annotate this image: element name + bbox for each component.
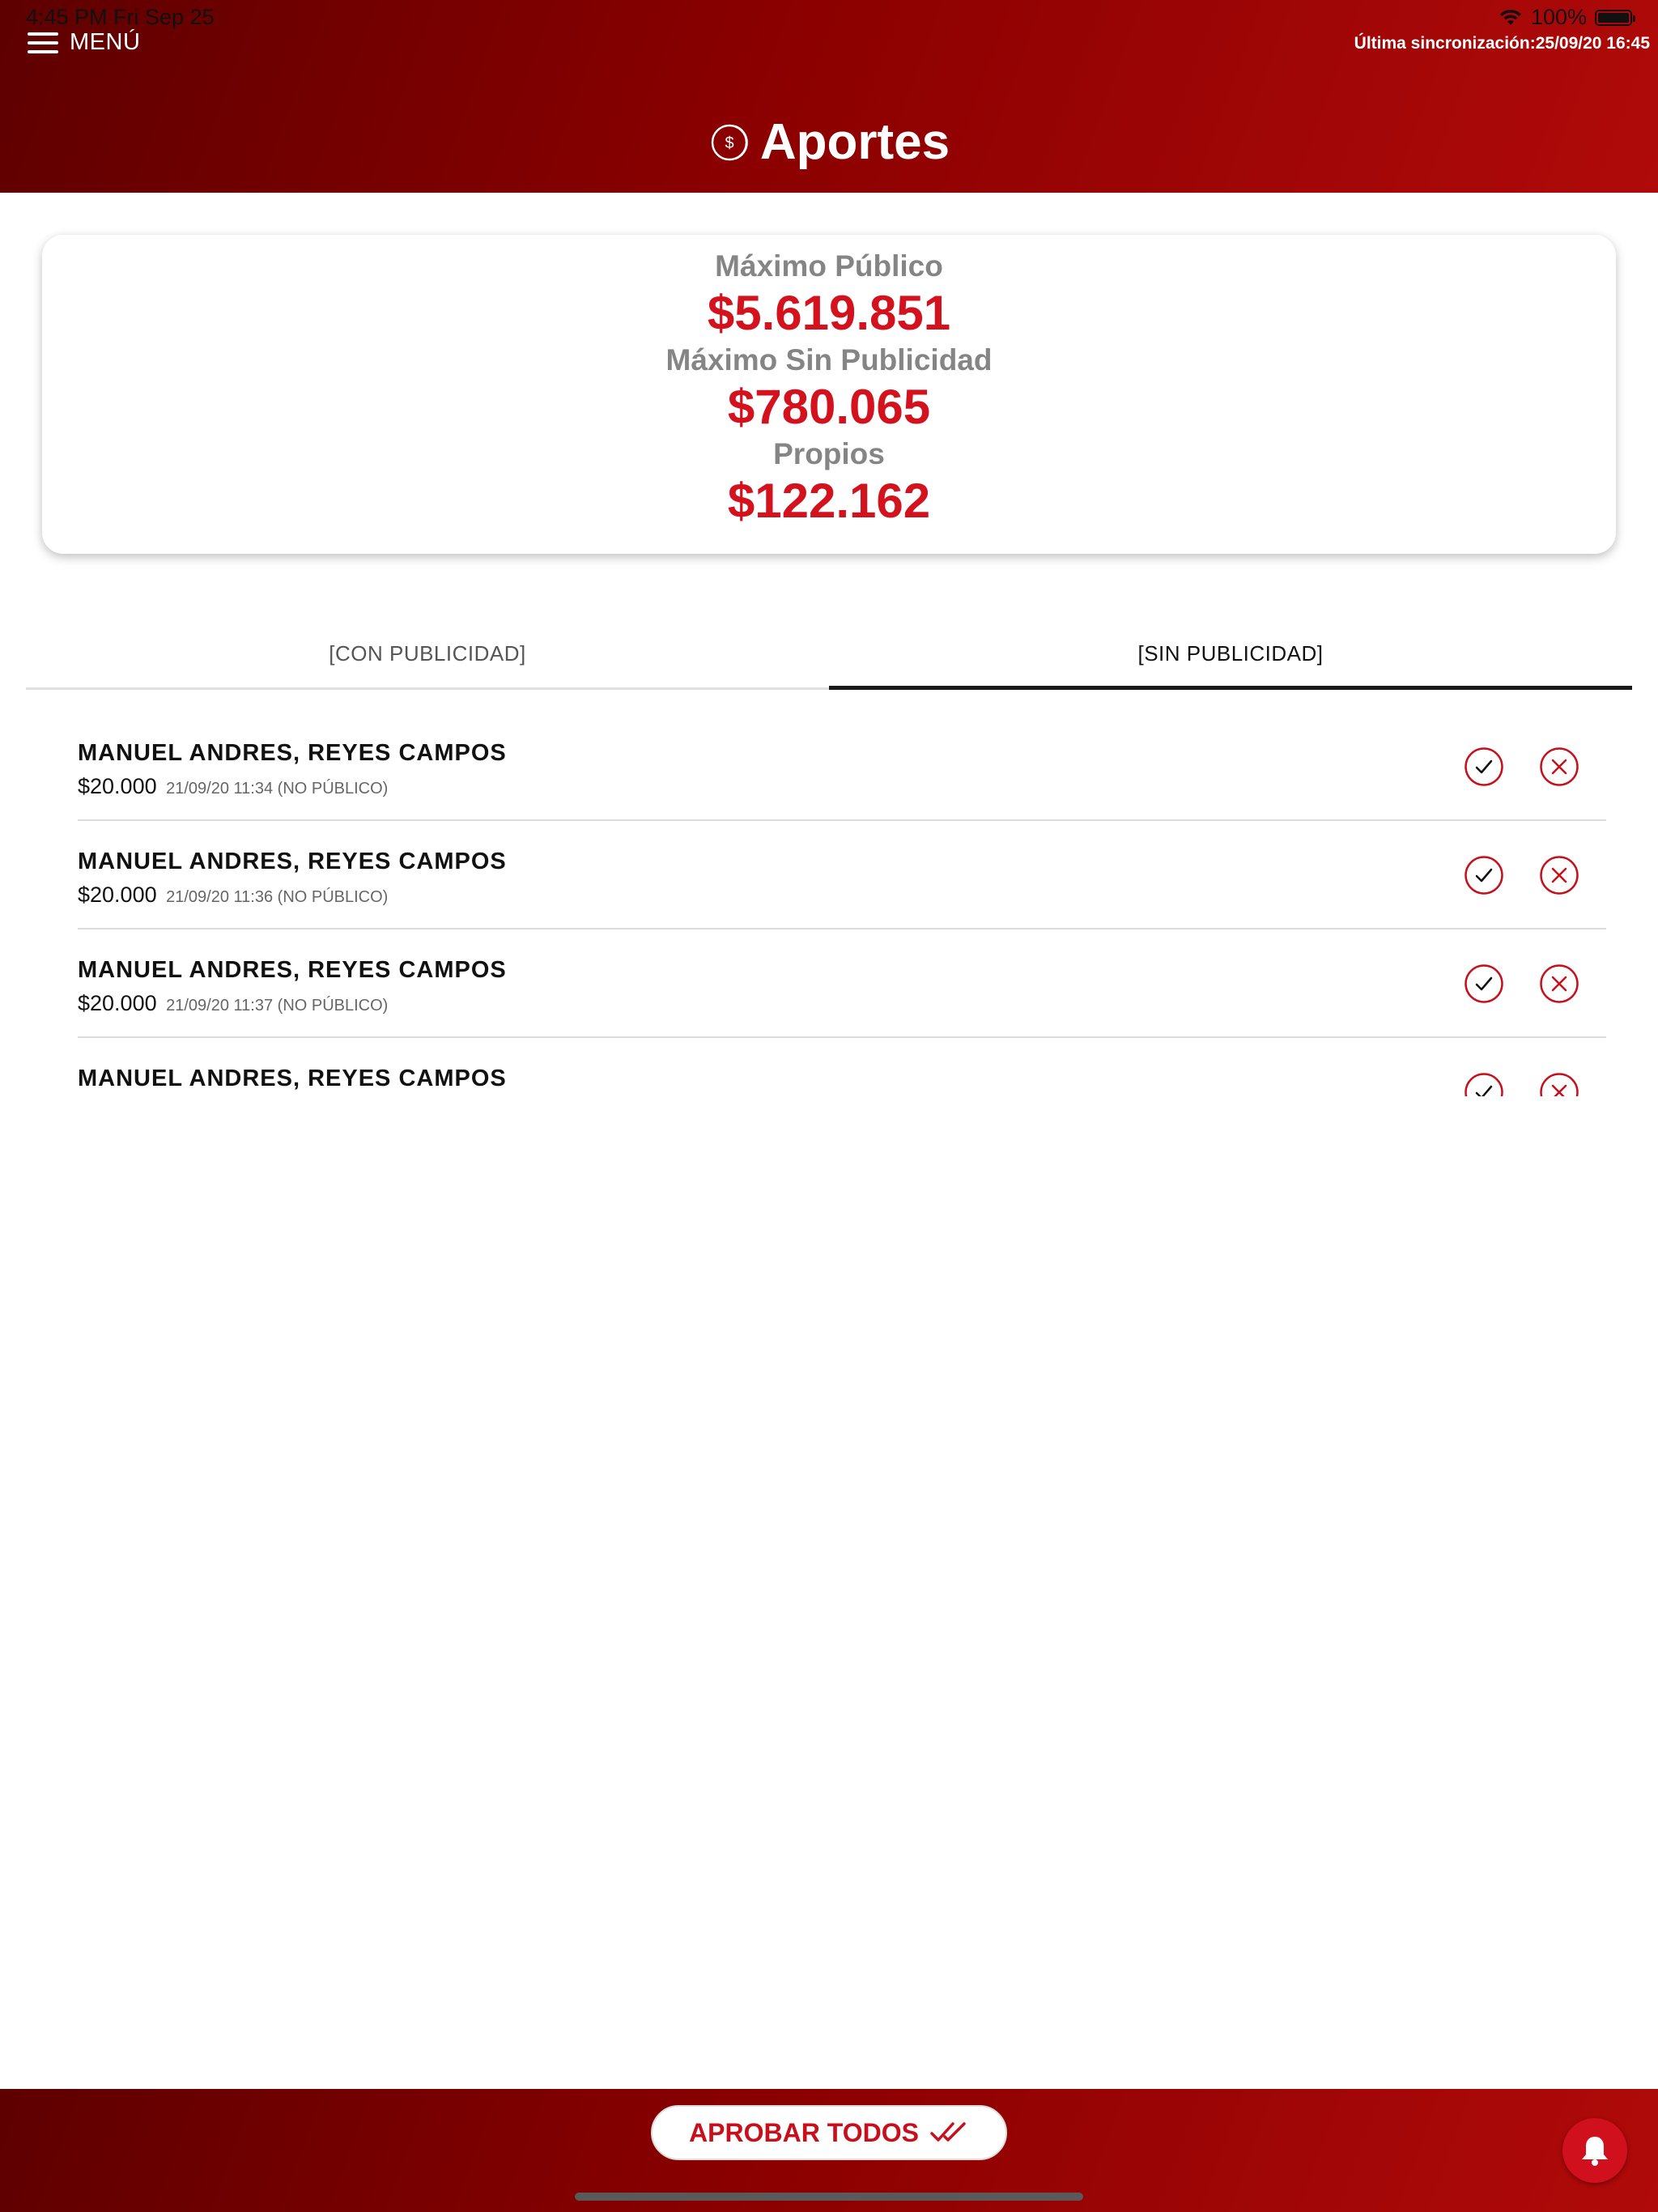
tab-con-publicidad[interactable]: [CON PUBLICIDAD] <box>329 641 526 666</box>
reject-close-icon[interactable] <box>1539 963 1579 1004</box>
summary-card <box>42 235 1616 554</box>
bottom-action-bar <box>0 2089 1658 2212</box>
double-check-icon <box>930 2121 969 2145</box>
contribution-meta: 21/09/20 11:34 (NO PÚBLICO) <box>166 780 389 798</box>
hamburger-icon <box>28 32 58 53</box>
app-header <box>0 0 1658 193</box>
max-sin-publicidad-value: $780.065 <box>727 380 931 434</box>
contribution-amount-line <box>78 774 388 799</box>
contribution-meta: 21/09/20 11:36 (NO PÚBLICO) <box>166 888 389 906</box>
reject-close-icon[interactable] <box>1539 747 1579 787</box>
page-title-group <box>0 113 1658 171</box>
propios-label: Propios <box>773 437 885 470</box>
notifications-button[interactable] <box>1562 2118 1627 2183</box>
list-item <box>78 929 1606 1038</box>
contribution-amount: $20.000 <box>78 883 157 907</box>
contribution-amount: $20.000 <box>78 774 157 798</box>
contributor-name: MANUEL ANDRES, REYES CAMPOS <box>78 1066 507 1091</box>
approve-check-icon[interactable] <box>1464 963 1504 1004</box>
wifi-icon <box>1499 9 1523 27</box>
reject-close-icon[interactable] <box>1539 855 1579 895</box>
reject-close-icon[interactable] <box>1539 1072 1579 1096</box>
contribution-list <box>78 713 1606 1096</box>
contribution-amount-line <box>78 991 388 1016</box>
propios-value: $122.162 <box>727 474 931 528</box>
max-publico-value: $5.619.851 <box>707 286 951 340</box>
tab-sin-publicidad[interactable]: [SIN PUBLICIDAD] <box>829 623 1632 687</box>
max-publico-label: Máximo Público <box>715 249 943 283</box>
battery-percent: 100% <box>1530 5 1587 29</box>
contribution-meta: 21/09/20 11:37 (NO PÚBLICO) <box>166 997 389 1015</box>
approve-check-icon[interactable] <box>1464 1072 1504 1096</box>
list-item <box>78 1038 1606 1096</box>
approve-check-icon[interactable] <box>1464 747 1504 787</box>
contribution-amount-line <box>78 883 388 908</box>
contribution-amount: $20.000 <box>78 991 157 1015</box>
home-indicator[interactable] <box>575 2193 1083 2201</box>
list-item <box>78 713 1606 821</box>
contributor-name: MANUEL ANDRES, REYES CAMPOS <box>78 957 507 983</box>
status-bar-time: 4:45 PM Fri Sep 25 <box>26 5 215 29</box>
last-sync-text: Última sincronización:25/09/20 16:45 <box>1354 34 1650 53</box>
battery-icon <box>1595 10 1632 26</box>
svg-text:$: $ <box>725 134 734 152</box>
contributor-name: MANUEL ANDRES, REYES CAMPOS <box>78 740 507 766</box>
approve-check-icon[interactable] <box>1464 855 1504 895</box>
approve-all-button[interactable] <box>651 2105 1007 2160</box>
contributor-name: MANUEL ANDRES, REYES CAMPOS <box>78 849 507 874</box>
max-sin-publicidad-label: Máximo Sin Publicidad <box>665 343 993 376</box>
bell-icon <box>1579 2134 1610 2167</box>
menu-button[interactable] <box>28 29 140 56</box>
list-item <box>78 821 1606 929</box>
coin-icon <box>708 121 757 164</box>
approve-all-label: APROBAR TODOS <box>689 2117 919 2147</box>
page-title: Aportes <box>759 114 950 170</box>
menu-label: MENÚ <box>70 29 141 55</box>
tab-bar <box>26 623 1632 690</box>
status-bar-indicators <box>1499 5 1632 30</box>
